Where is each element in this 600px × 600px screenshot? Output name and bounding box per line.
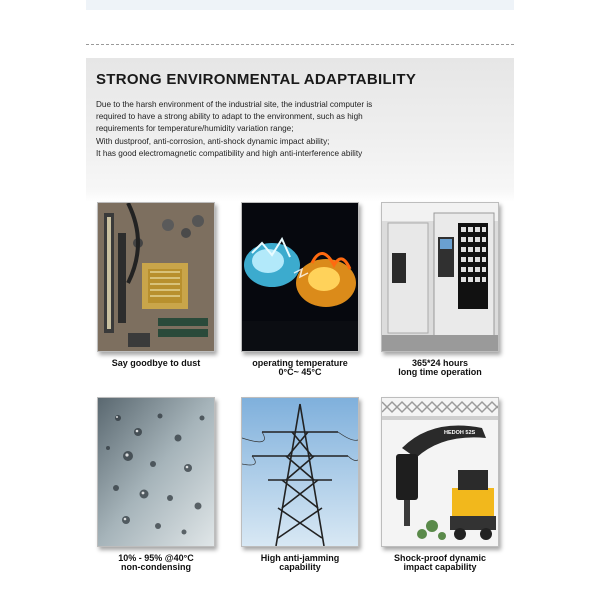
feature-caption bbox=[375, 359, 505, 377]
feature-card-dust bbox=[91, 202, 221, 368]
fire-ice-photo bbox=[241, 202, 359, 352]
description-line: required to have a strong ability to adapt to the environment, such as high bbox=[96, 112, 363, 122]
caption-line: capability bbox=[279, 562, 321, 572]
description-line: requirements for temperature/humidity variation range; bbox=[96, 124, 294, 134]
feature-caption bbox=[235, 359, 365, 377]
adaptability-panel bbox=[86, 58, 514, 578]
caption-line: 0°C~ 45°C bbox=[278, 367, 322, 377]
feature-card-operation bbox=[375, 202, 505, 377]
feature-card-temperature bbox=[235, 202, 365, 377]
feature-card-shock-proof bbox=[375, 397, 505, 572]
machine-brand-label: HEDOH 52S bbox=[444, 430, 476, 436]
caption-line: Say goodbye to dust bbox=[111, 358, 201, 368]
caption-line: long time operation bbox=[398, 367, 482, 377]
section-description bbox=[96, 99, 506, 160]
section-title: STRONG ENVIRONMENTAL ADAPTABILITY bbox=[96, 71, 417, 88]
caption-line: Shock-proof dynamic bbox=[393, 553, 486, 563]
caption-line: 10% - 95% @40°C bbox=[118, 553, 194, 563]
hydraulic-breaker-photo bbox=[381, 397, 499, 547]
section-divider bbox=[86, 44, 514, 45]
motherboard-photo bbox=[97, 202, 215, 352]
cnc-machine-photo bbox=[381, 202, 499, 352]
caption-line: non-condensing bbox=[121, 562, 191, 572]
caption-line: impact capability bbox=[403, 562, 477, 572]
description-line: It has good electromagnetic compatibility and high anti-interference ability bbox=[96, 148, 363, 158]
description-line: With dustproof, anti-corrosion, anti-shock dynamic impact ability; bbox=[96, 136, 330, 146]
description-line: Due to the harsh environment of the industrial site, the industrial computer is bbox=[96, 100, 373, 109]
feature-card-humidity bbox=[91, 397, 221, 572]
feature-caption bbox=[375, 554, 505, 572]
feature-caption bbox=[235, 554, 365, 572]
caption-line: 365*24 hours bbox=[411, 358, 469, 368]
caption-line: operating temperature bbox=[252, 358, 348, 368]
feature-caption bbox=[91, 554, 221, 572]
feature-card-anti-jamming bbox=[235, 397, 365, 572]
water-droplets-photo bbox=[97, 397, 215, 547]
top-banner-strip bbox=[86, 0, 514, 10]
power-tower-photo bbox=[241, 397, 359, 547]
feature-caption bbox=[91, 359, 221, 368]
caption-line: High anti-jamming bbox=[260, 553, 340, 563]
panel-header-fade bbox=[86, 190, 514, 202]
